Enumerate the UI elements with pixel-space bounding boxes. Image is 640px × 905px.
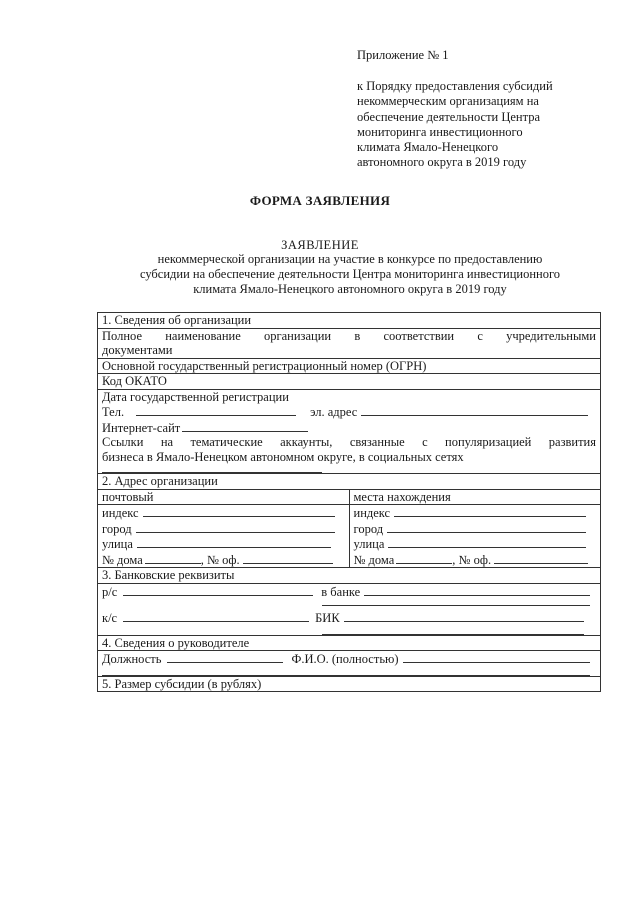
postal-office-input[interactable] [243, 552, 333, 564]
appendix-line: автономного округа в 2019 году [357, 155, 527, 170]
postal-address-block [98, 505, 350, 568]
section5-title: 5. Размер субсидии (в рублях) [98, 676, 601, 692]
contacts-row [98, 404, 601, 474]
location-address-block [349, 505, 601, 568]
account-input[interactable] [123, 584, 313, 596]
bank-details-block [98, 583, 601, 635]
appendix-line: мониторинга инвестиционного [357, 124, 523, 139]
postal-city-label: город [102, 521, 132, 536]
fio-input[interactable] [403, 651, 590, 663]
section1-title: 1. Сведения об организации [98, 313, 601, 329]
location-office-input[interactable] [494, 552, 588, 564]
section4-title: 4. Сведения о руководителе [98, 635, 601, 651]
statement-line: субсидии на обеспечение деятельности Центра мониторинга инвестиционного [139, 267, 561, 281]
appendix-note [357, 48, 627, 170]
director-input-cont[interactable] [102, 667, 590, 676]
location-index-input[interactable] [394, 505, 586, 517]
bank-input-cont[interactable] [322, 599, 590, 606]
bik-input[interactable] [344, 610, 584, 622]
full-name-label-cont: документами [102, 343, 173, 357]
location-address-header: места нахождения [349, 489, 601, 505]
section3-title: 3. Банковские реквизиты [98, 568, 601, 584]
reg-date-field[interactable]: Дата государственной регистрации [98, 389, 601, 404]
tel-label: Тел. [102, 405, 125, 419]
postal-city-input[interactable] [136, 521, 335, 533]
postal-office-label: , № оф. [200, 552, 240, 567]
social-links-label: Ссылки на тематические аккаунты, связанные с популяризацией развития [102, 435, 596, 449]
postal-house-input[interactable] [145, 552, 201, 564]
statement-line: климата Ямало-Ненецкого автономного округа в 2019 году [193, 282, 507, 296]
position-input[interactable] [167, 651, 283, 663]
website-label: Интернет-сайт [102, 420, 181, 435]
postal-address-header: почтовый [98, 489, 350, 505]
corr-account-input[interactable] [123, 610, 309, 622]
account-label: р/с [102, 584, 118, 599]
location-index-label: индекс [353, 506, 391, 520]
director-block [98, 651, 601, 677]
bank-label: в банке [321, 584, 361, 599]
corr-account-label: к/с [102, 611, 118, 625]
appendix-line: к Порядку предоставления субсидий [357, 79, 553, 94]
statement-subtitle [90, 252, 610, 297]
full-name-field[interactable] [98, 328, 601, 358]
appendix-line: обеспечение деятельности Центра [357, 109, 541, 124]
location-street-label: улица [353, 537, 385, 551]
bik-label: БИК [315, 611, 340, 625]
location-office-label: , № оф. [452, 552, 492, 567]
appendix-line: некоммерческим организациям на [357, 94, 539, 109]
tel-input[interactable] [136, 404, 296, 416]
website-input[interactable] [182, 420, 308, 432]
postal-index-label: индекс [102, 506, 139, 520]
postal-house-label: № дома [102, 552, 143, 567]
email-label: эл. адрес [310, 405, 358, 419]
location-house-label: № дома [353, 552, 395, 567]
application-form-table [97, 312, 601, 692]
social-links-input[interactable] [102, 464, 322, 473]
appendix-line: климата Ямало-Ненецкого [357, 140, 499, 155]
location-house-input[interactable] [396, 552, 452, 564]
bik-input-cont[interactable] [322, 626, 584, 635]
location-street-input[interactable] [388, 536, 586, 548]
statement-heading: ЗАЯВЛЕНИЕ [281, 238, 359, 252]
statement-line: некоммерческой организации на участие в конкурсе по предоставлению [157, 252, 543, 266]
form-title: ФОРМА ЗАЯВЛЕНИЯ [249, 193, 391, 208]
okato-field[interactable]: Код ОКАТО [98, 374, 601, 390]
appendix-title: Приложение № 1 [357, 48, 449, 62]
ogrn-field[interactable]: Основной государственный регистрационный номер (ОГРН) [98, 358, 601, 374]
bank-input[interactable] [364, 584, 590, 596]
postal-street-input[interactable] [137, 536, 331, 548]
email-input[interactable] [361, 404, 588, 416]
social-links-label-cont: бизнеса в Ямало-Ненецком автономном округе, в социальных сетях [102, 449, 464, 464]
location-city-label: город [353, 521, 384, 536]
full-name-label: Полное наименование организации в соответствии с учредительными [102, 328, 596, 343]
position-label: Должность [102, 652, 162, 666]
postal-street-label: улица [102, 537, 133, 551]
section2-title: 2. Адрес организации [98, 474, 601, 490]
fio-label: Ф.И.О. (полностью) [291, 652, 399, 666]
postal-index-input[interactable] [143, 505, 335, 517]
location-city-input[interactable] [387, 521, 586, 533]
